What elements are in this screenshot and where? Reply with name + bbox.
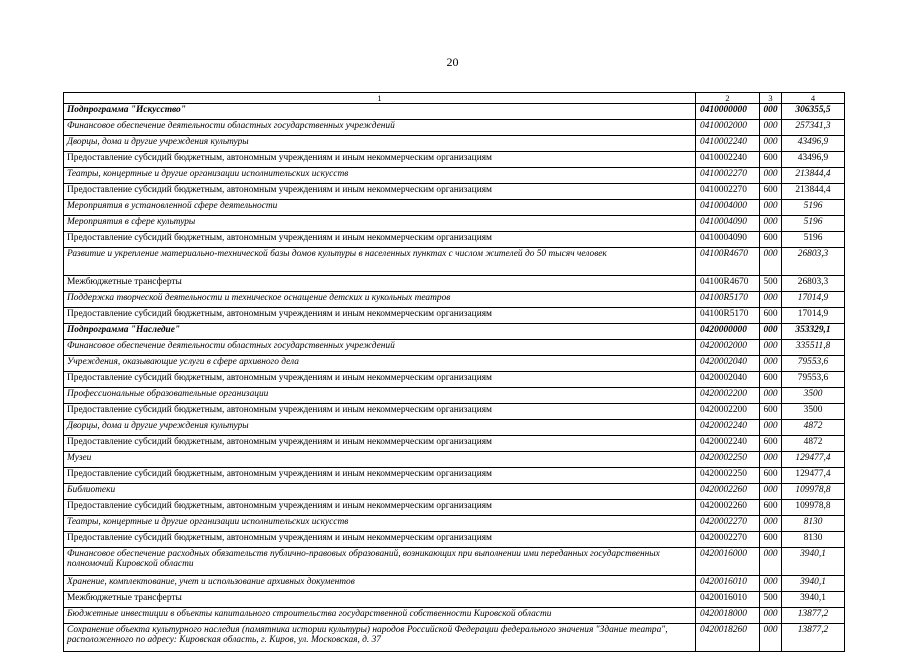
row-code-cell: 0410004000 [696, 200, 760, 216]
row-code-cell: 0420018260 [696, 624, 760, 652]
table-row [64, 624, 845, 652]
row-name-cell: Финансовое обеспечение расходных обязательств публично-правовых образований, возникающих при выполнении ими переданных государственных полномочий Кировской области [64, 548, 696, 576]
row-code-cell: 0420002000 [696, 340, 760, 356]
row-code-cell: 0410004090 [696, 216, 760, 232]
row-sum-cell: 335511,8 [782, 340, 845, 356]
row-type-cell: 600 [760, 372, 782, 388]
row-sum-cell: 3940,1 [782, 576, 845, 592]
row-sum-cell: 306355,5 [782, 104, 845, 120]
row-code-cell: 0410002270 [696, 184, 760, 200]
row-type-cell: 000 [760, 356, 782, 372]
table-row [64, 248, 845, 276]
table-row [64, 292, 845, 308]
row-code-cell: 0420016010 [696, 576, 760, 592]
row-name-cell: Театры, концертные и другие организации исполнительских искусств [64, 168, 696, 184]
row-name-cell: Бюджетные инвестиции в объекты капитального строительства государственной собственности Кировской области [64, 608, 696, 624]
row-sum-cell: 43496,9 [782, 152, 845, 168]
row-code-cell: 0420016000 [696, 548, 760, 576]
table-row [64, 340, 845, 356]
table-row [64, 532, 845, 548]
table-row [64, 516, 845, 532]
table-row [64, 324, 845, 340]
row-sum-cell: 109978,8 [782, 484, 845, 500]
row-code-cell: 0420002260 [696, 484, 760, 500]
row-name-cell: Хранение, комплектование, учет и использование архивных документов [64, 576, 696, 592]
table-row [64, 216, 845, 232]
table-row [64, 276, 845, 292]
row-type-cell: 000 [760, 548, 782, 576]
row-sum-cell: 213844,4 [782, 184, 845, 200]
row-sum-cell: 109978,8 [782, 500, 845, 516]
row-name-cell: Музеи [64, 452, 696, 468]
table-row [64, 308, 845, 324]
row-type-cell: 000 [760, 200, 782, 216]
row-type-cell: 600 [760, 500, 782, 516]
row-sum-cell: 353329,1 [782, 324, 845, 340]
table-row [64, 232, 845, 248]
row-type-cell: 000 [760, 516, 782, 532]
row-type-cell: 000 [760, 340, 782, 356]
table-header-row [64, 93, 845, 104]
header-cell-type: 3 [760, 93, 782, 104]
row-type-cell: 000 [760, 216, 782, 232]
row-type-cell: 000 [760, 624, 782, 652]
row-name-cell: Предоставление субсидий бюджетным, автономным учреждениям и иным некоммерческим организациям [64, 468, 696, 484]
row-sum-cell: 3940,1 [782, 592, 845, 608]
row-name-cell: Финансовое обеспечение деятельности областных государственных учреждений [64, 120, 696, 136]
row-name-cell: Предоставление субсидий бюджетным, автономным учреждениям и иным некоммерческим организациям [64, 308, 696, 324]
row-type-cell: 000 [760, 484, 782, 500]
row-sum-cell: 3500 [782, 388, 845, 404]
row-sum-cell: 13877,2 [782, 624, 845, 652]
row-code-cell: 0420000000 [696, 324, 760, 340]
row-name-cell: Предоставление субсидий бюджетным, автономным учреждениям и иным некоммерческим организациям [64, 152, 696, 168]
row-type-cell: 000 [760, 120, 782, 136]
row-code-cell: 0410002240 [696, 136, 760, 152]
row-name-cell: Предоставление субсидий бюджетным, автономным учреждениям и иным некоммерческим организациям [64, 500, 696, 516]
table-row [64, 452, 845, 468]
row-code-cell: 0420002200 [696, 404, 760, 420]
budget-table [63, 92, 845, 652]
row-code-cell: 0410000000 [696, 104, 760, 120]
table-row [64, 608, 845, 624]
row-code-cell: 0420002200 [696, 388, 760, 404]
table-row [64, 152, 845, 168]
row-type-cell: 000 [760, 136, 782, 152]
row-name-cell: Профессиональные образовательные организации [64, 388, 696, 404]
row-type-cell: 600 [760, 404, 782, 420]
row-type-cell: 600 [760, 532, 782, 548]
row-code-cell: 0410002000 [696, 120, 760, 136]
row-name-cell: Поддержка творческой деятельности и техническое оснащение детских и кукольных театров [64, 292, 696, 308]
row-sum-cell: 79553,6 [782, 356, 845, 372]
row-sum-cell: 5196 [782, 200, 845, 216]
row-sum-cell: 4872 [782, 420, 845, 436]
table-row [64, 388, 845, 404]
row-sum-cell: 26803,3 [782, 248, 845, 276]
row-sum-cell: 129477,4 [782, 452, 845, 468]
row-name-cell: Сохранение объекта культурного наследия (памятника истории культуры) народов Российской Федерации федерального значения "Здание театра", расположенного по адресу: Кировская область, г. Киров, ул. Московская, д. 37 [64, 624, 696, 652]
row-name-cell: Мероприятия в сфере культуры [64, 216, 696, 232]
row-name-cell: Финансовое обеспечение деятельности областных государственных учреждений [64, 340, 696, 356]
row-sum-cell: 43496,9 [782, 136, 845, 152]
row-code-cell: 0410004090 [696, 232, 760, 248]
row-sum-cell: 8130 [782, 532, 845, 548]
table-row [64, 436, 845, 452]
row-code-cell: 0420002240 [696, 420, 760, 436]
row-name-cell: Театры, концертные и другие организации исполнительских искусств [64, 516, 696, 532]
row-type-cell: 600 [760, 152, 782, 168]
row-sum-cell: 5196 [782, 216, 845, 232]
row-name-cell: Предоставление субсидий бюджетным, автономным учреждениям и иным некоммерческим организациям [64, 436, 696, 452]
row-code-cell: 0410002270 [696, 168, 760, 184]
row-type-cell: 000 [760, 324, 782, 340]
row-name-cell: Межбюджетные трансферты [64, 592, 696, 608]
row-sum-cell: 257341,3 [782, 120, 845, 136]
table-row [64, 372, 845, 388]
table-row [64, 200, 845, 216]
row-type-cell: 000 [760, 388, 782, 404]
row-code-cell: 0420016010 [696, 592, 760, 608]
row-sum-cell: 3940,1 [782, 548, 845, 576]
row-code-cell: 04100R5170 [696, 308, 760, 324]
row-name-cell: Учреждения, оказывающие услуги в сфере архивного дела [64, 356, 696, 372]
row-type-cell: 000 [760, 248, 782, 276]
row-sum-cell: 17014,9 [782, 292, 845, 308]
row-type-cell: 000 [760, 104, 782, 120]
row-code-cell: 0420002040 [696, 356, 760, 372]
table-row [64, 184, 845, 200]
row-code-cell: 0420002260 [696, 500, 760, 516]
row-sum-cell: 129477,4 [782, 468, 845, 484]
table-row [64, 404, 845, 420]
table-row [64, 576, 845, 592]
table-row [64, 120, 845, 136]
row-code-cell: 0420002250 [696, 468, 760, 484]
row-name-cell: Подпрограмма "Наследие" [64, 324, 696, 340]
row-code-cell: 04100R4670 [696, 248, 760, 276]
row-type-cell: 000 [760, 608, 782, 624]
row-code-cell: 0420002270 [696, 516, 760, 532]
row-name-cell: Мероприятия в установленной сфере деятельности [64, 200, 696, 216]
row-name-cell: Подпрограмма "Искусство" [64, 104, 696, 120]
row-type-cell: 600 [760, 184, 782, 200]
table-row [64, 468, 845, 484]
row-sum-cell: 17014,9 [782, 308, 845, 324]
row-type-cell: 600 [760, 436, 782, 452]
table-row [64, 484, 845, 500]
row-name-cell: Библиотеки [64, 484, 696, 500]
row-code-cell: 04100R4670 [696, 276, 760, 292]
header-cell-sum: 4 [782, 93, 845, 104]
row-name-cell: Предоставление субсидий бюджетным, автономным учреждениям и иным некоммерческим организациям [64, 184, 696, 200]
table-row [64, 548, 845, 576]
table-row [64, 420, 845, 436]
table-row [64, 104, 845, 120]
row-name-cell: Развитие и укрепление материально-технической базы домов культуры в населенных пунктах с числом жителей до 50 тысяч человек [64, 248, 696, 276]
row-type-cell: 600 [760, 308, 782, 324]
row-type-cell: 600 [760, 232, 782, 248]
table-row [64, 592, 845, 608]
row-sum-cell: 26803,3 [782, 276, 845, 292]
row-name-cell: Дворцы, дома и другие учреждения культуры [64, 420, 696, 436]
row-code-cell: 0410002240 [696, 152, 760, 168]
row-name-cell: Предоставление субсидий бюджетным, автономным учреждениям и иным некоммерческим организациям [64, 532, 696, 548]
row-code-cell: 0420002040 [696, 372, 760, 388]
row-sum-cell: 13877,2 [782, 608, 845, 624]
row-type-cell: 000 [760, 168, 782, 184]
row-type-cell: 000 [760, 452, 782, 468]
row-type-cell: 000 [760, 576, 782, 592]
row-type-cell: 000 [760, 292, 782, 308]
table-row [64, 168, 845, 184]
row-sum-cell: 79553,6 [782, 372, 845, 388]
row-code-cell: 04100R5170 [696, 292, 760, 308]
table-row [64, 356, 845, 372]
row-sum-cell: 213844,4 [782, 168, 845, 184]
row-name-cell: Межбюджетные трансферты [64, 276, 696, 292]
row-sum-cell: 8130 [782, 516, 845, 532]
row-sum-cell: 4872 [782, 436, 845, 452]
row-name-cell: Предоставление субсидий бюджетным, автономным учреждениям и иным некоммерческим организациям [64, 404, 696, 420]
row-code-cell: 0420002250 [696, 452, 760, 468]
row-code-cell: 0420002240 [696, 436, 760, 452]
row-sum-cell: 5196 [782, 232, 845, 248]
row-name-cell: Предоставление субсидий бюджетным, автономным учреждениям и иным некоммерческим организациям [64, 372, 696, 388]
table-row [64, 136, 845, 152]
header-cell-code: 2 [696, 93, 760, 104]
page-number: 20 [446, 55, 459, 69]
table-row [64, 500, 845, 516]
row-type-cell: 500 [760, 276, 782, 292]
row-type-cell: 600 [760, 468, 782, 484]
row-code-cell: 0420002270 [696, 532, 760, 548]
header-cell-name: 1 [64, 93, 696, 104]
row-type-cell: 500 [760, 592, 782, 608]
row-code-cell: 0420018000 [696, 608, 760, 624]
row-name-cell: Дворцы, дома и другие учреждения культуры [64, 136, 696, 152]
row-sum-cell: 3500 [782, 404, 845, 420]
row-name-cell: Предоставление субсидий бюджетным, автономным учреждениям и иным некоммерческим организациям [64, 232, 696, 248]
row-type-cell: 000 [760, 420, 782, 436]
